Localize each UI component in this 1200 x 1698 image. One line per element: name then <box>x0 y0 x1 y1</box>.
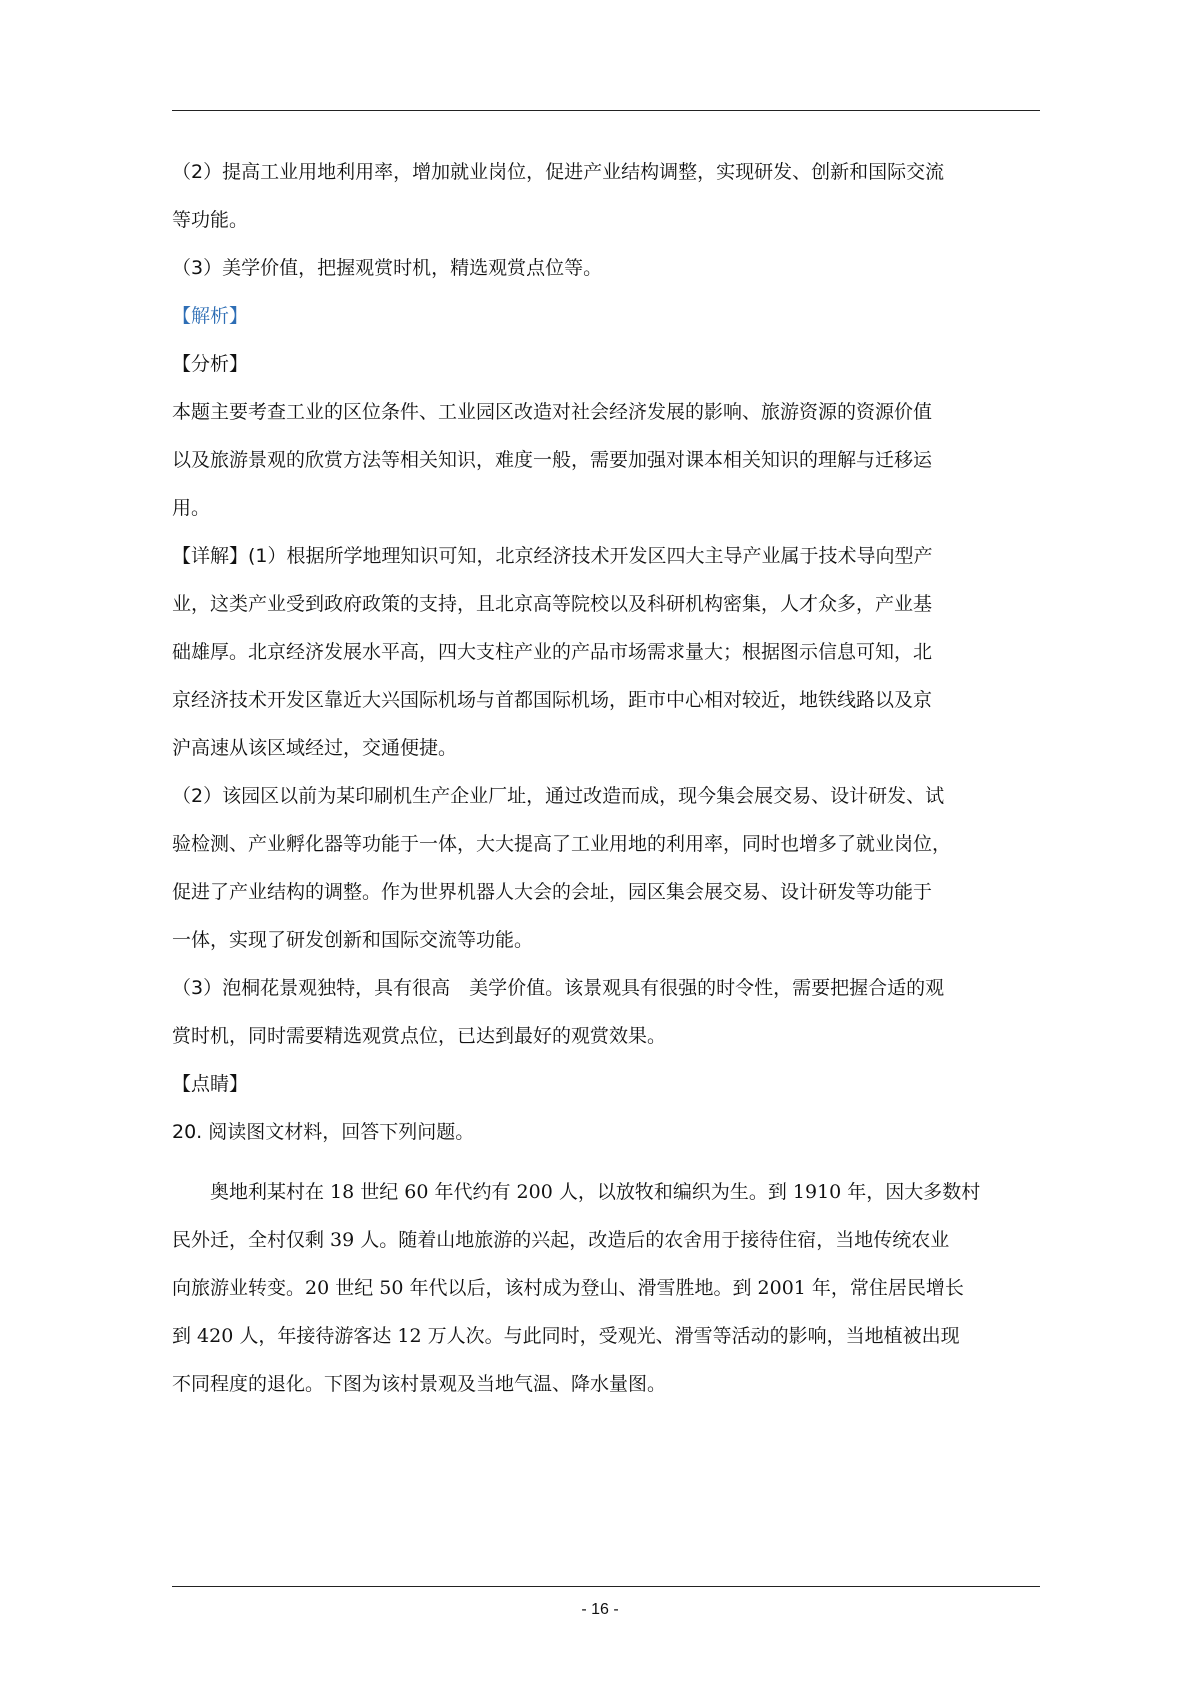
xiangjie-p1-line: 【详解】(1）根据所学地理知识可知，北京经济技术开发区四大主导产业属于技术导向型产 <box>172 545 933 567</box>
fenxi-line: 以及旅游景观的欣赏方法等相关知识，难度一般，需要加强对课本相关知识的理解与迁移运 <box>172 449 933 471</box>
footer-rule <box>172 1586 1040 1587</box>
xiangjie-p1-line: 京经济技术开发区靠近大兴国际机场与首都国际机场，距市中心相对较近，地铁线路以及京 <box>172 689 933 711</box>
fenxi-line: 用。 <box>172 497 211 519</box>
xiangjie-p2-line: （2）该园区以前为某印刷机生产企业厂址，通过改造而成，现今集会展交易、设计研发、试 <box>172 785 945 807</box>
material-line: 向旅游业转变。20 世纪 50 年代以后，该村成为登山、滑雪胜地。到 2001 年，常住居民增长 <box>172 1277 964 1299</box>
answer-section <box>172 148 1040 1156</box>
jiexi-label: 【解析】 <box>172 305 249 327</box>
fenxi-label: 【分析】 <box>172 353 249 375</box>
question-20-title: 20. 阅读图文材料，回答下列问题。 <box>172 1121 475 1143</box>
answer-2-line-1: （2）提高工业用地利用率，增加就业岗位，促进产业结构调整，实现研发、创新和国际交流 <box>172 161 945 183</box>
xiangjie-p1-line: 础雄厚。北京经济发展水平高，四大支柱产业的产品市场需求量大；根据图示信息可知，北 <box>172 641 933 663</box>
fenxi-line: 本题主要考查工业的区位条件、工业园区改造对社会经济发展的影响、旅游资源的资源价值 <box>172 401 933 423</box>
question-20-material <box>172 1168 1040 1408</box>
xiangjie-p3-line: （3）泡桐花景观独特，具有很高 美学价值。该景观具有很强的时令性，需要把握合适的观 <box>172 977 945 999</box>
xiangjie-p2-line: 验检测、产业孵化器等功能于一体，大大提高了工业用地的利用率，同时也增多了就业岗位， <box>172 833 952 855</box>
dianjing-label: 【点睛】 <box>172 1073 249 1095</box>
material-line: 到 420 人，年接待游客达 12 万人次。与此同时，受观光、滑雪等活动的影响，当地植被出现 <box>172 1325 960 1347</box>
material-line: 奥地利某村在 18 世纪 60 年代约有 200 人，以放牧和编织为生。到 1910 年，因大多数村 <box>210 1181 981 1203</box>
answer-2-line-2: 等功能。 <box>172 209 249 231</box>
xiangjie-p1-line: 业，这类产业受到政府政策的支持，且北京高等院校以及科研机构密集，人才众多，产业基 <box>172 593 933 615</box>
xiangjie-p3-line: 赏时机，同时需要精选观赏点位，已达到最好的观赏效果。 <box>172 1025 667 1047</box>
xiangjie-p1-line: 沪高速从该区域经过，交通便捷。 <box>172 737 458 759</box>
header-rule <box>172 110 1040 111</box>
xiangjie-p2-line: 一体，实现了研发创新和国际交流等功能。 <box>172 929 534 951</box>
answer-3: （3）美学价值，把握观赏时机，精选观赏点位等。 <box>172 257 603 279</box>
xiangjie-p2-line: 促进了产业结构的调整。作为世界机器人大会的会址，园区集会展交易、设计研发等功能于 <box>172 881 933 903</box>
page-number: - 16 - <box>581 1601 619 1618</box>
material-line: 不同程度的退化。下图为该村景观及当地气温、降水量图。 <box>172 1373 667 1395</box>
material-line: 民外迁，全村仅剩 39 人。随着山地旅游的兴起，改造后的农舍用于接待住宿，当地传统农业 <box>172 1229 950 1251</box>
